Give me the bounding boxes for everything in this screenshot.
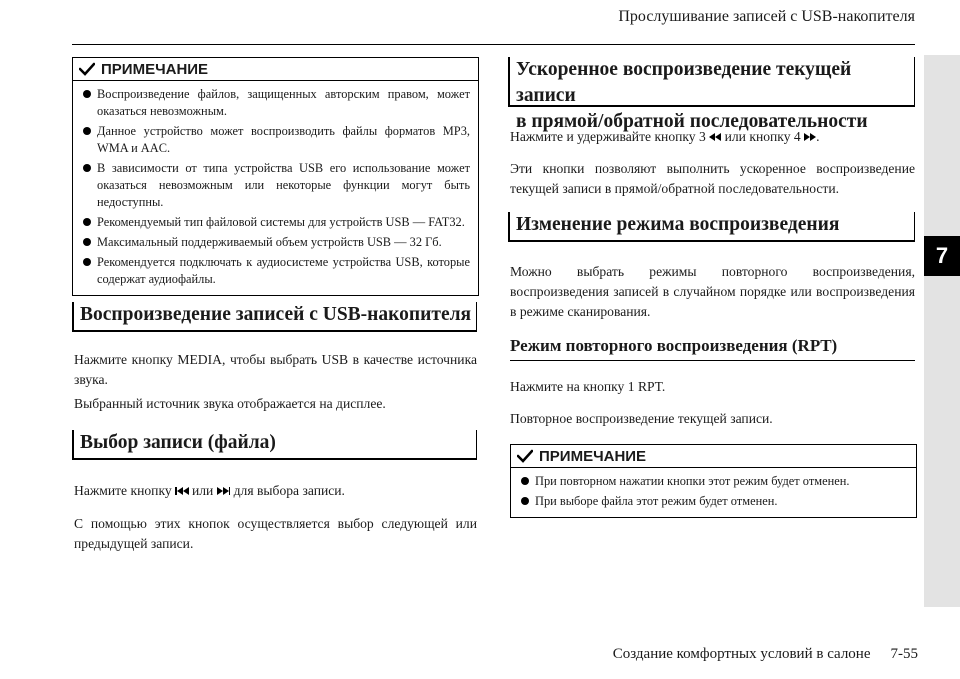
list-item: При повторном нажатии кнопки этот режим будет отменен.: [521, 473, 908, 490]
header-rule: [72, 44, 915, 45]
list-item: Максимальный поддерживаемый объем устройств USB — 32 Гб.: [83, 234, 470, 251]
rpt-para-2: Повторное воспроизведение текущей записи.: [510, 411, 773, 426]
list-item: Воспроизведение файлов, защищенных авторским правом, может оказаться невозможным.: [83, 86, 470, 120]
page-header-title: Прослушивание записей с USB-накопителя: [618, 8, 915, 25]
page-footer: [540, 646, 918, 663]
subheading-rpt: Режим повторного воспроизведения (RPT): [510, 336, 915, 361]
note-box: [72, 57, 479, 296]
note-label: ПРИМЕЧАНИЕ: [539, 447, 647, 465]
rewind-icon: [709, 129, 721, 144]
note-header: [511, 445, 916, 468]
section-heading-ff: Ускоренное воспроизведение текущей записи в прямой/обратной последовательности: [508, 57, 915, 107]
list-item: При выборе файла этот режим будет отменен.: [521, 493, 908, 510]
rpt-para-1: Нажмите на кнопку 1 RPT.: [510, 379, 666, 394]
note-box: [510, 444, 917, 518]
footer-section-title: Создание комфортных условий в салоне: [612, 646, 871, 662]
section-heading-mode: Изменение режима воспроизведения: [508, 212, 915, 242]
list-item: Рекомендуемый тип файловой системы для устройств USB — FAT32.: [83, 214, 470, 231]
section-heading-usb: Воспроизведение записей с USB-накопителя: [72, 302, 477, 332]
chapter-tab: 7: [924, 236, 960, 276]
note-header: [73, 58, 478, 81]
fast-forward-icon: [804, 129, 816, 144]
select-para-1: Нажмите кнопку или для выбора записи.: [74, 483, 345, 498]
usb-para-1: Нажмите кнопку MEDIA, чтобы выбрать USB в качестве источника звука.: [74, 352, 477, 387]
select-para-2: С помощью этих кнопок осуществляется выбор следующей или предыдущей записи.: [74, 516, 477, 551]
page-number: 7-55: [890, 646, 918, 662]
skip-back-icon: [175, 483, 189, 498]
ff-para-1: Нажмите и удерживайте кнопку 3 или кнопку 4 .: [510, 129, 820, 144]
usb-para-2: Выбранный источник звука отображается на дисплее.: [74, 396, 386, 411]
sidebar-strip: [924, 55, 960, 607]
list-item: Рекомендуется подключать к аудиосистеме устройства USB, которые содержат аудиофайлы.: [83, 254, 470, 288]
list-item: В зависимости от типа устройства USB его использование может оказаться невозможным или некоторые функции могут быть недоступны.: [83, 160, 470, 211]
note-list: [73, 81, 478, 295]
ff-para-2: Эти кнопки позволяют выполнить ускоренное воспроизведение текущей записи в прямой/обратной последовательности.: [510, 161, 915, 196]
section-heading-select: Выбор записи (файла): [72, 430, 477, 460]
list-item: Данное устройство может воспроизводить файлы форматов MP3, WMA и AAC.: [83, 123, 470, 157]
pencil-icon: [517, 449, 533, 463]
note-label: ПРИМЕЧАНИЕ: [101, 60, 209, 78]
mode-para-1: Можно выбрать режимы повторного воспроизведения, воспроизведения записей в случайном порядке или воспроизведения в режиме сканирования.: [510, 264, 915, 319]
note-list: [511, 468, 916, 517]
pencil-icon: [79, 62, 95, 76]
skip-forward-icon: [217, 483, 231, 498]
